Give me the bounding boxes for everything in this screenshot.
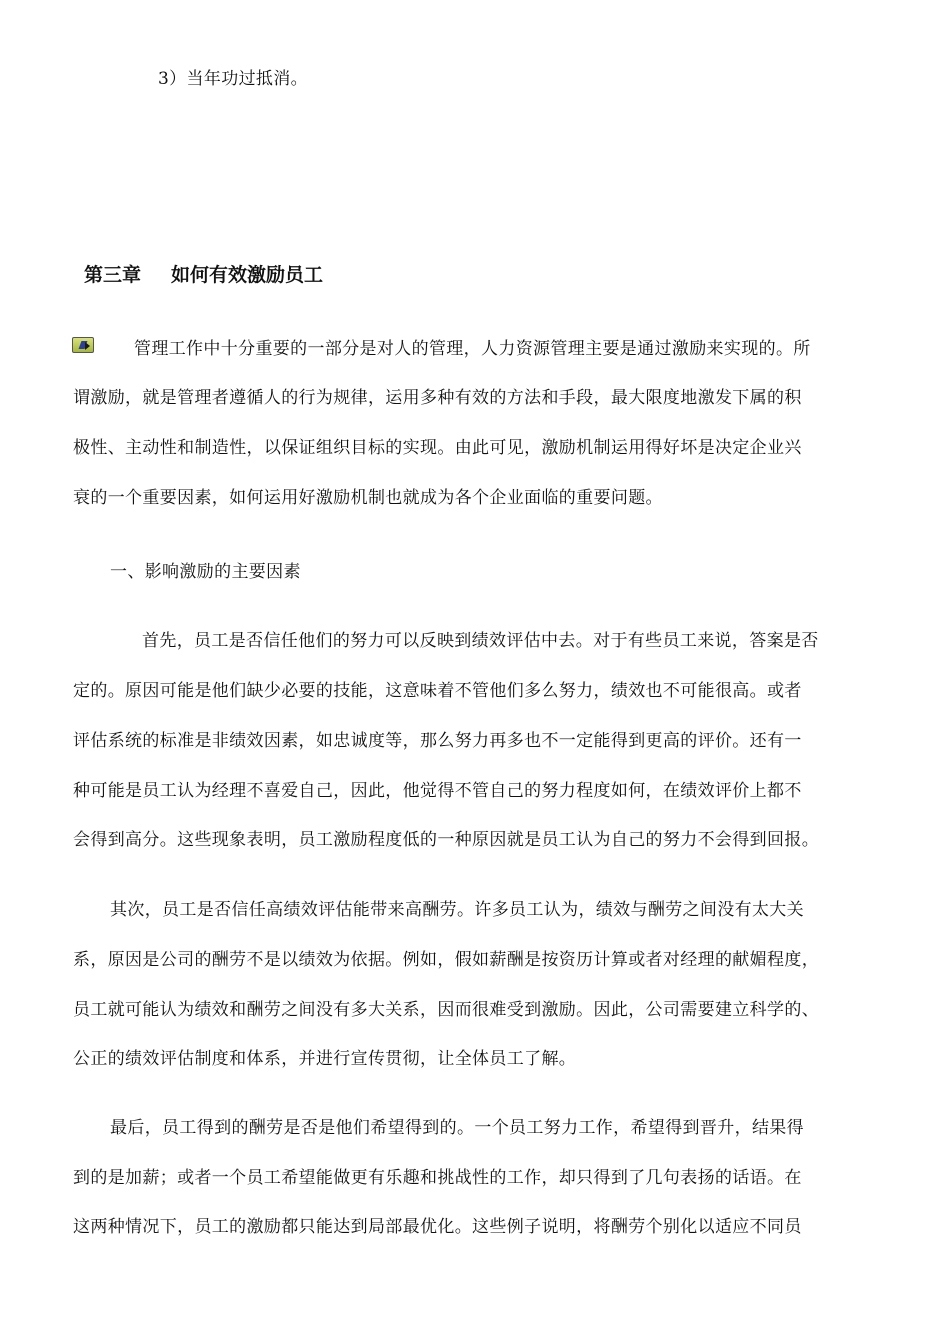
paragraph-line: 到的是加薪；或者一个员工希望能做更有乐趣和挑战性的工作，却只得到了几句表扬的话语。在 — [73, 1168, 802, 1188]
paragraph-line: 定的。原因可能是他们缺少必要的技能，这意味着不管他们多么努力，绩效也不可能很高。或者 — [73, 681, 802, 701]
note-icon — [72, 337, 94, 353]
paragraph-line: 最后，员工得到的酬劳是否是他们希望得到的。一个员工努力工作，希望得到晋升，结果得 — [110, 1118, 804, 1138]
intro-line: 谓激励，就是管理者遵循人的行为规律，运用多种有效的方法和手段，最大限度地激发下属的积 — [73, 388, 802, 408]
intro-line: 管理工作中十分重要的一部分是对人的管理，人力资源管理主要是通过激励来实现的。所 — [134, 339, 811, 359]
previous-list-item: 3）当年功过抵消。 — [158, 69, 308, 89]
paragraph-line: 这两种情况下，员工的激励都只能达到局部最优化。这些例子说明，将酬劳个别化以适应不同员 — [73, 1217, 802, 1237]
intro-line: 极性、主动性和制造性，以保证组织目标的实现。由此可见，激励机制运用得好坏是决定企业兴 — [73, 438, 802, 458]
paragraph-line: 会得到高分。这些现象表明，员工激励程度低的一种原因就是员工认为自己的努力不会得到回报。 — [73, 830, 820, 850]
paragraph-line: 公正的绩效评估制度和体系，并进行宣传贯彻，让全体员工了解。 — [73, 1049, 577, 1069]
chapter-name: 如何有效激励员工 — [171, 264, 324, 286]
paragraph-line: 评估系统的标准是非绩效因素，如忠诚度等，那么努力再多也不一定能得到更高的评价。还有一 — [73, 731, 802, 751]
chapter-number: 第三章 — [84, 264, 142, 286]
paragraph-line: 系，原因是公司的酬劳不是以绩效为依据。例如，假如薪酬是按资历计算或者对经理的献媚程度， — [73, 950, 820, 970]
intro-line: 衰的一个重要因素，如何运用好激励机制也就成为各个企业面临的重要问题。 — [73, 488, 663, 508]
section-heading: 一、影响激励的主要因素 — [110, 562, 301, 582]
chapter-title — [84, 262, 323, 288]
paragraph-line: 其次，员工是否信任高绩效评估能带来高酬劳。许多员工认为，绩效与酬劳之间没有太大关 — [110, 900, 804, 920]
paragraph-line: 种可能是员工认为经理不喜爱自己，因此，他觉得不管自己的努力程度如何，在绩效评价上都不 — [73, 781, 802, 801]
paragraph-line: 首先，员工是否信任他们的努力可以反映到绩效评估中去。对于有些员工来说，答案是否 — [142, 631, 819, 651]
paragraph-line: 员工就可能认为绩效和酬劳之间没有多大关系，因而很难受到激励。因此，公司需要建立科学的、 — [73, 1000, 820, 1020]
